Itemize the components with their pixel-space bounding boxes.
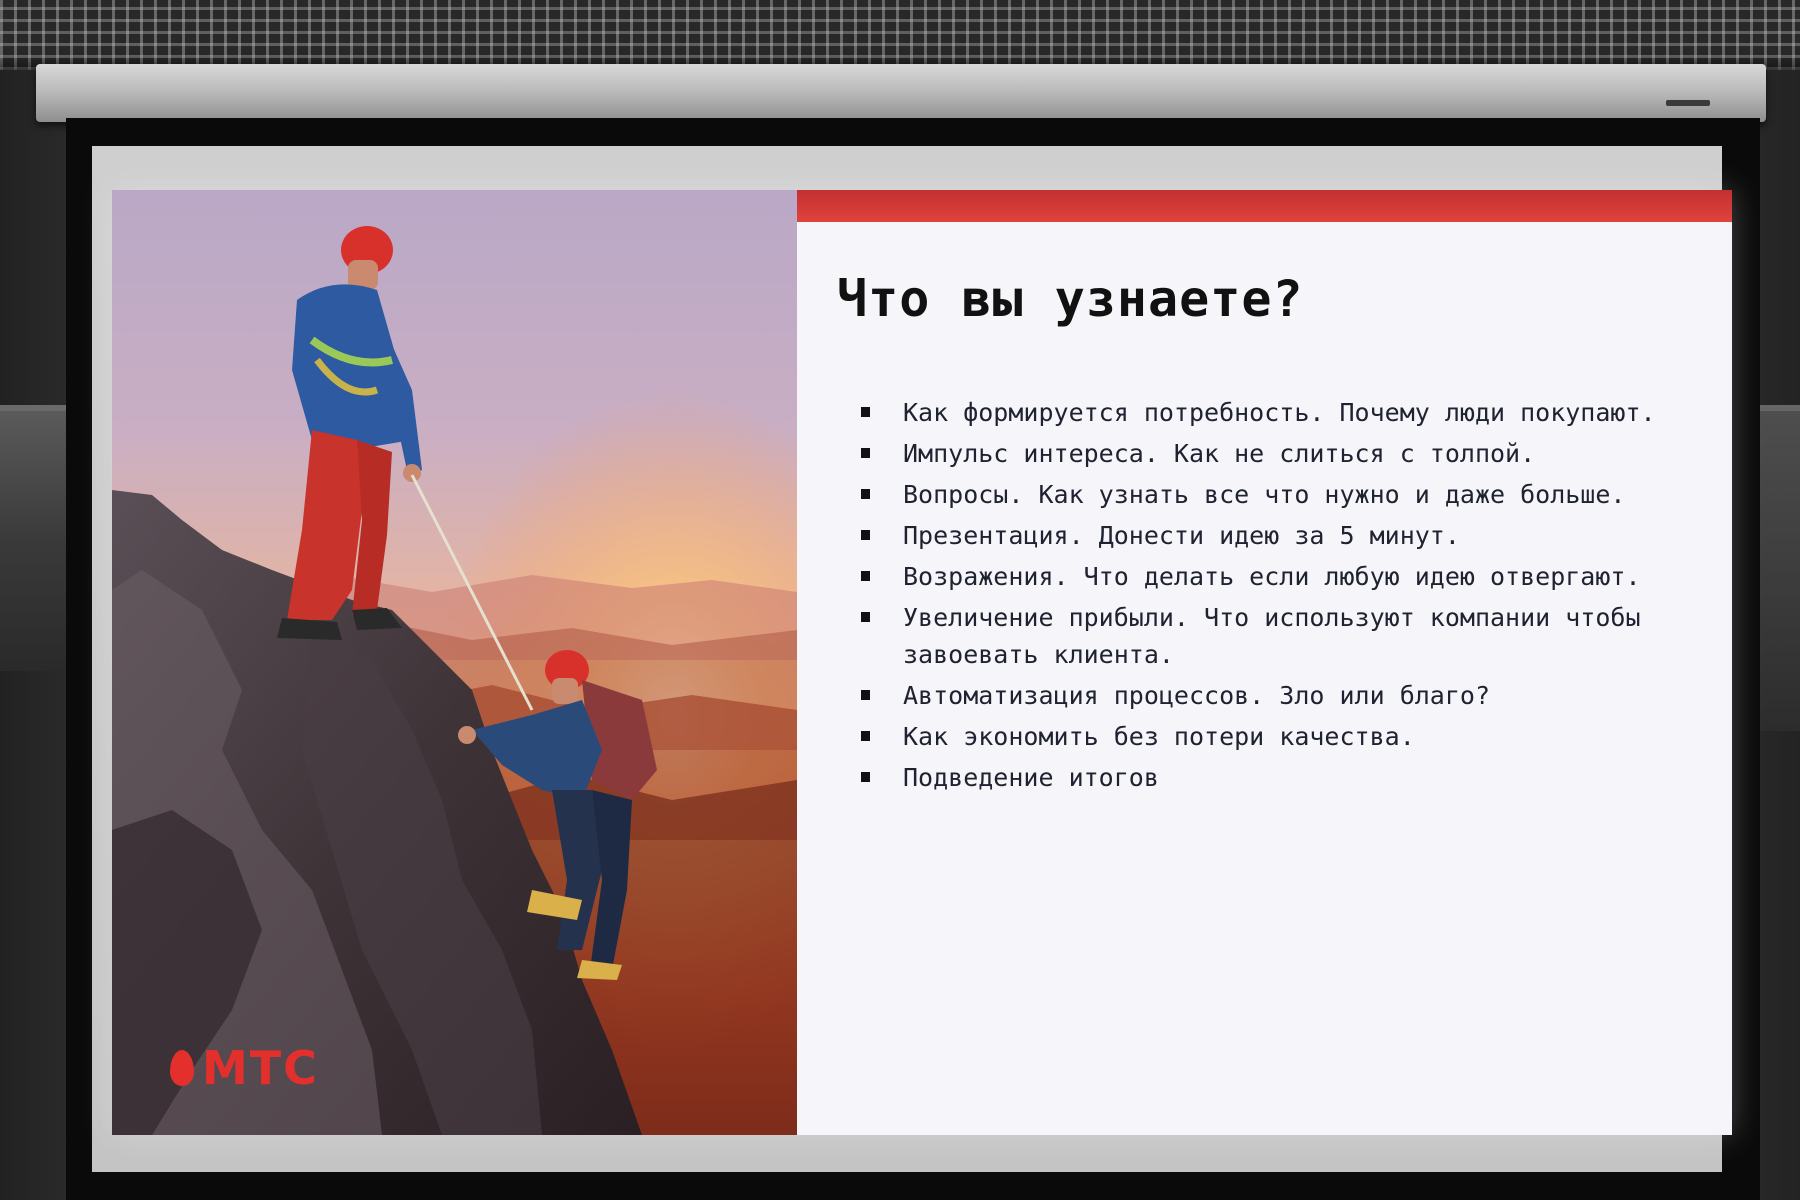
screen-brand-mark: [1666, 100, 1710, 106]
mts-logo-text: МТС: [202, 1041, 319, 1095]
bullet-text: Как формируется потребность. Почему люди покупают.: [903, 398, 1656, 427]
left-window: [0, 405, 70, 671]
bullet-item: [857, 517, 1717, 554]
climbers-photo-illustration: [112, 190, 797, 1135]
bullet-item: [857, 394, 1717, 431]
mts-logo: [170, 1041, 319, 1095]
bullet-square-icon: [861, 530, 870, 540]
bullet-item: [857, 476, 1717, 513]
bullet-text: Автоматизация процессов. Зло или благо?: [903, 681, 1490, 710]
bullet-item: [857, 759, 1717, 796]
bullet-text: Вопросы. Как узнать все что нужно и даже больше.: [903, 480, 1626, 509]
bullet-square-icon: [861, 571, 870, 581]
projector-screen-casing: [36, 64, 1766, 122]
bullet-square-icon: [861, 489, 870, 499]
slide-bullet-list: [857, 394, 1717, 800]
bullet-square-icon: [861, 407, 870, 417]
bullet-text: Увеличение прибыли. Что используют компании чтобы завоевать клиента.: [903, 603, 1641, 669]
bullet-item: [857, 718, 1717, 755]
bullet-item: [857, 677, 1717, 714]
bullet-square-icon: [861, 731, 870, 741]
slide-title: Что вы узнаете?: [837, 270, 1304, 328]
slide-text-panel: [797, 222, 1732, 1135]
bullet-square-icon: [861, 772, 870, 782]
bullet-item: [857, 558, 1717, 595]
bullet-text: Возражения. Что делать если любую идею отвергают.: [903, 562, 1641, 591]
mts-egg-icon: [170, 1050, 194, 1086]
bullet-text: Презентация. Донести идею за 5 минут.: [903, 521, 1460, 550]
bullet-text: Подведение итогов: [903, 763, 1159, 792]
bullet-square-icon: [861, 612, 870, 622]
bullet-item: [857, 435, 1717, 472]
bullet-text: Как экономить без потери качества.: [903, 722, 1415, 751]
bullet-item: [857, 599, 1717, 673]
bullet-text: Импульс интереса. Как не слиться с толпой.: [903, 439, 1536, 468]
bullet-square-icon: [861, 448, 870, 458]
climbers-photo: [112, 190, 797, 1135]
projected-slide: [112, 190, 1732, 1135]
bullet-square-icon: [861, 690, 870, 700]
